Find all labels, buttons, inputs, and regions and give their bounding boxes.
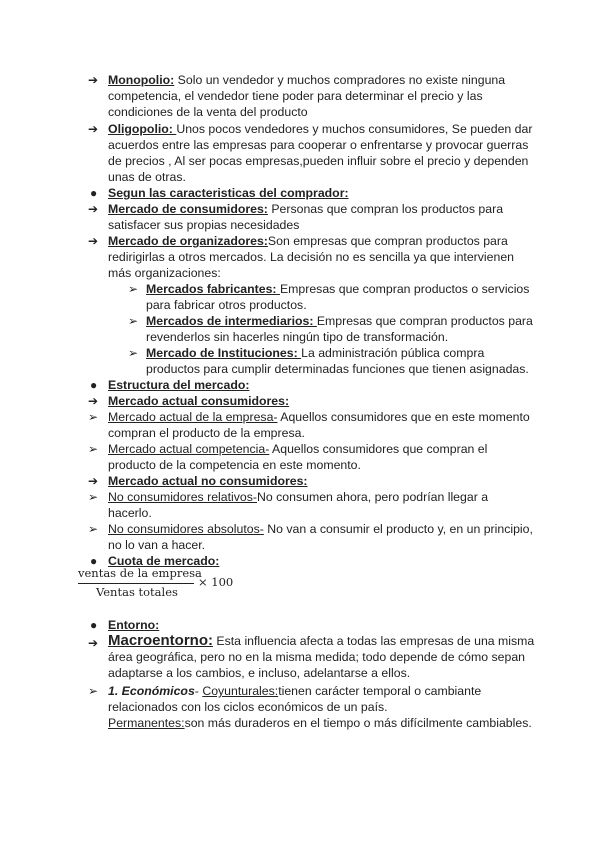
- arrow-bullet-icon: ➔: [88, 394, 99, 408]
- item-relativos: ➢ No consumidores relativos-No consumen ahora, pero podrían llegar a hacerlo.: [88, 490, 489, 520]
- heading-estructura: Estructura del mercado:: [108, 378, 250, 392]
- heading-segun: Segun las caracteristicas del comprador:: [108, 186, 349, 200]
- term-intermediarios: Mercados de intermediarios:: [146, 314, 317, 328]
- item-actual-no-consumidores: [0, 473, 308, 489]
- term-actual-competencia: Mercado actual competencia-: [108, 442, 270, 456]
- arrow-bullet-icon: ➔: [88, 474, 99, 488]
- term-relativos: No consumidores relativos-: [108, 490, 257, 504]
- arrow-bullet-icon: ➔: [88, 234, 99, 248]
- arrowhead-bullet-icon: ➢: [88, 490, 99, 504]
- arrowhead-bullet-icon: ➢: [128, 314, 139, 328]
- dot-bullet-icon: ●: [90, 186, 98, 200]
- heading-actual-no-consumidores: Mercado actual no consumidores:: [108, 474, 308, 488]
- term-instituciones: Mercado de Instituciones:: [146, 346, 302, 360]
- term-fabricantes: Mercados fabricantes:: [146, 282, 280, 296]
- item-intermediarios: ➢ Mercados de intermediarios: Empresas que compran productos para revenderlos sin hacerles ningún tipo de transformación.: [128, 314, 533, 344]
- term-economicos: 1. Económicos: [108, 684, 195, 698]
- term-monopolio: Monopolio:: [108, 73, 175, 87]
- heading-entorno: Entorno:: [108, 618, 160, 632]
- item-monopolio: ➔ Monopolio: Solo un vendedor y muchos compradores no existe ninguna competencia, el vendedor tiene poder para determinar el precio y las condiciones de la venta del producto: [88, 73, 506, 119]
- term-coyunturales: Coyunturales:: [202, 684, 279, 698]
- item-actual-empresa: ➢ Mercado actual de la empresa- Aquellos consumidores que en este momento compran el producto de la empresa.: [88, 410, 530, 440]
- formula-denominator: Ventas totales: [96, 585, 178, 599]
- item-absolutos: ➢ No consumidores absolutos- No van a consumir el producto y, en un principio, no lo van a hacer.: [88, 522, 533, 552]
- heading-cuota: Cuota de mercado:: [108, 554, 220, 568]
- formula-operator: × 100: [198, 575, 234, 589]
- formula-numerator: ventas de la empresa: [78, 566, 202, 580]
- item-fabricantes: ➢ Mercados fabricantes: Empresas que compran productos o servicios para fabricar otros productos.: [128, 282, 530, 312]
- arrow-bullet-icon: ➔: [88, 202, 99, 216]
- term-consumidores: Mercado de consumidores:: [108, 202, 268, 216]
- term-organizadores: Mercado de organizadores:: [108, 234, 268, 248]
- heading-actual-consumidores: Mercado actual consumidores:: [108, 394, 290, 408]
- term-permanentes: Permanentes:: [108, 716, 185, 730]
- item-organizadores: ➔ Mercado de organizadores:Son empresas que compran productos para redirigirlas a otros mercados. La decisión no es sencilla ya que intervienen más organizaciones:: [88, 234, 515, 280]
- item-consumidores: ➔ Mercado de consumidores: Personas que compran los productos para satisfacer sus propias necesidades: [88, 202, 504, 232]
- item-economicos: ➢ 1. Económicos- Coyunturales:tienen carácter temporal o cambiante relacionados con los ciclos económicos de un país. Permanentes:son más duraderos en el tiempo o más difícilmente cambiables.: [88, 684, 532, 730]
- arrowhead-bullet-icon: ➢: [128, 346, 139, 360]
- item-macroentorno: ➔ Macroentorno: Esta influencia afecta a todas las empresas de una misma área geográfica, pero no en la misma medida; todo depende de cómo sepan adaptarse a los cambios, e incluso, adelantarse a ellos.: [88, 632, 535, 680]
- item-segun: [0, 185, 349, 201]
- arrowhead-bullet-icon: ➢: [88, 410, 99, 424]
- arrowhead-bullet-icon: ➢: [88, 442, 99, 456]
- arrowhead-bullet-icon: ➢: [88, 522, 99, 536]
- arrowhead-bullet-icon: ➢: [88, 684, 99, 698]
- dot-bullet-icon: ●: [90, 618, 98, 632]
- item-instituciones: ➢ Mercado de Instituciones: La administración pública compra productos para cumplir determinadas funciones que tienen asignadas.: [128, 346, 529, 376]
- term-actual-empresa: Mercado actual de la empresa-: [108, 410, 278, 424]
- item-estructura: [0, 377, 249, 393]
- arrow-bullet-icon: ➔: [88, 73, 99, 87]
- item-actual-consumidores: [0, 393, 289, 409]
- term-absolutos: No consumidores absolutos-: [108, 522, 264, 536]
- item-oligopolio: ➔ Oligopolio: Unos pocos vendedores y muchos consumidores, Se pueden dar acuerdos entre las empresas para cooperar o enfrentarse y provocar guerras de precios , Al ser pocas empresas,pueden influir sobre el precio y dependen unas de otras.: [88, 122, 533, 184]
- fraction-bar: [78, 583, 194, 584]
- dot-bullet-icon: ●: [90, 378, 98, 392]
- arrow-bullet-icon: ➔: [88, 122, 99, 136]
- item-entorno: [0, 617, 159, 633]
- term-oligopolio: Oligopolio:: [108, 122, 177, 136]
- item-actual-competencia: ➢ Mercado actual competencia- Aquellos consumidores que compran el producto de la competencia en este momento.: [88, 442, 488, 472]
- arrowhead-bullet-icon: ➢: [128, 282, 139, 296]
- arrow-bullet-icon: ➔: [88, 636, 99, 650]
- term-macroentorno: Macroentorno:: [108, 632, 213, 649]
- dot-bullet-icon: ●: [90, 554, 98, 568]
